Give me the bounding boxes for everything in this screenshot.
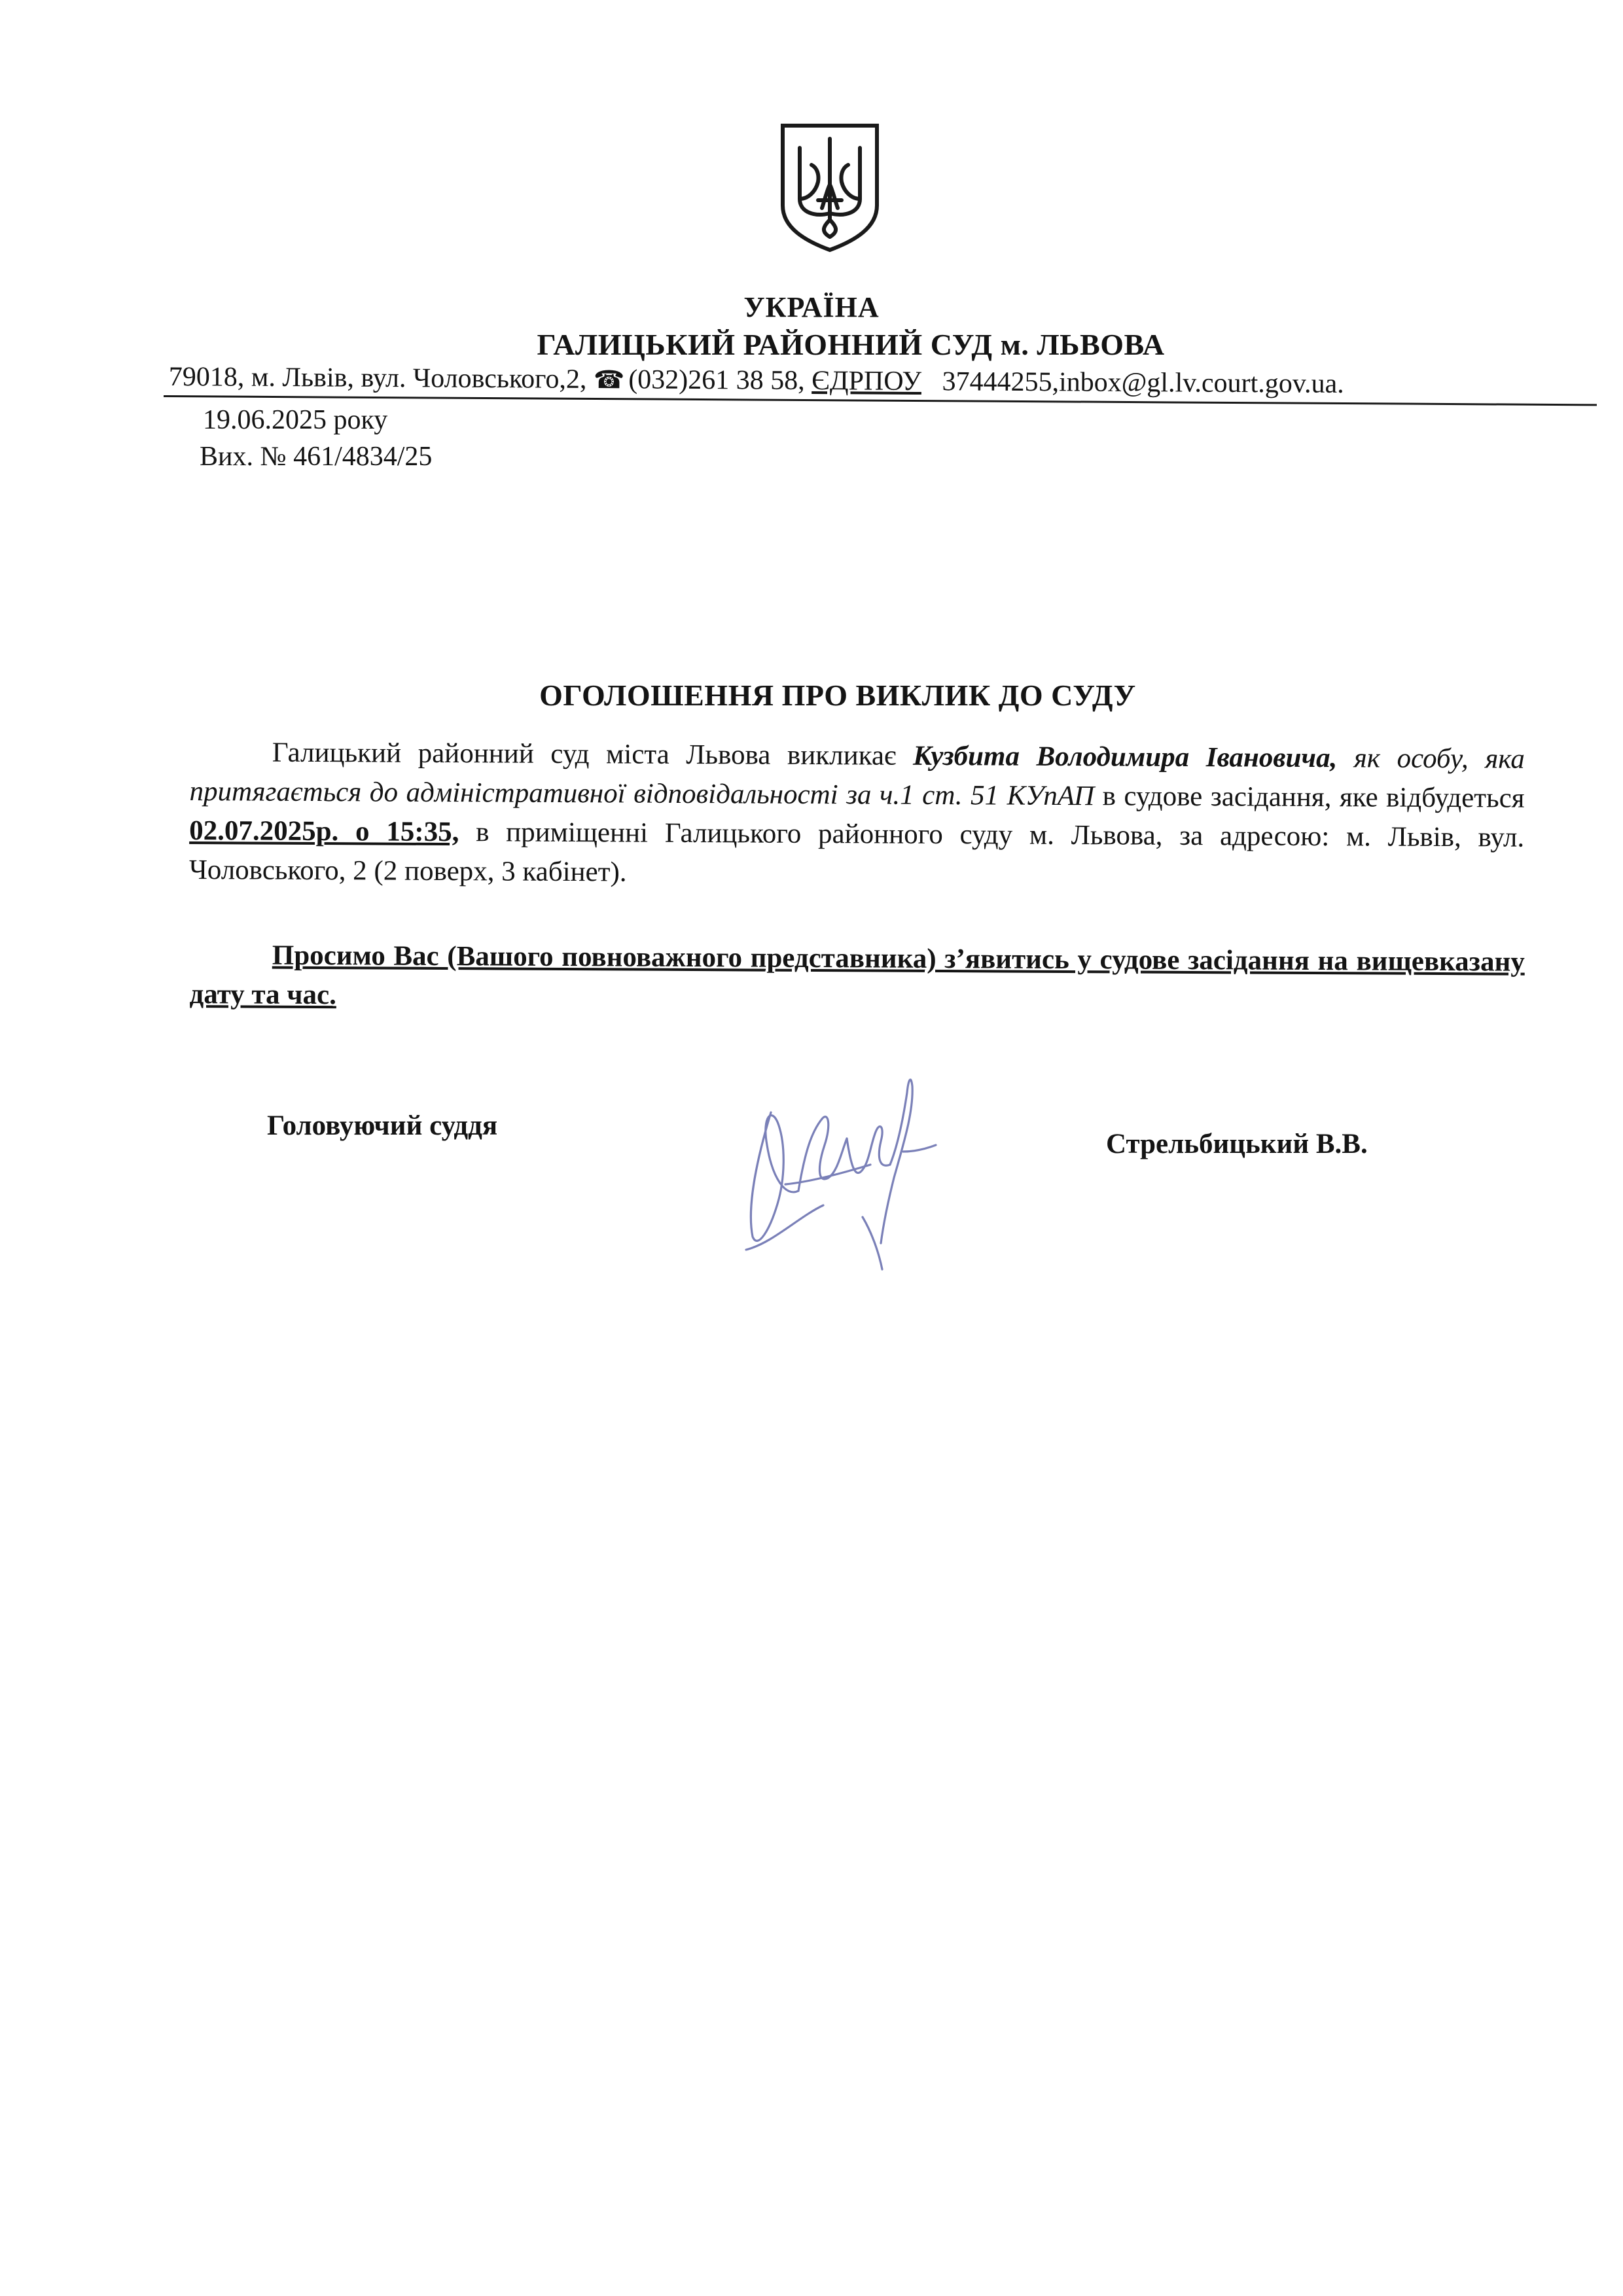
notice-heading: ОГОЛОШЕННЯ ПРО ВИКЛИК ДО СУДУ: [539, 679, 1136, 712]
judge-name: Стрельбицький В.В.: [1106, 1129, 1368, 1159]
edrpou-and-email: 37444255,inbox@gl.lv.court.gov.ua.: [942, 366, 1344, 399]
court-address: 79018, м. Львів, вул. Чоловського,2,: [168, 362, 587, 395]
tryzub-coat-of-arms-icon: [777, 122, 882, 253]
notice-body-hearing-intro: в судове засідання, яке відбудеться: [1094, 781, 1525, 814]
notice-body: [189, 733, 1525, 897]
notice-body-location: в приміщенні Галицького районного суду м. Львова, за адресою: м. Львів, вул. Чоловського, 2 (2 поверх, 3 кабінет).: [188, 817, 1525, 888]
hearing-datetime: 02.07.2025р. о 15:35,: [189, 815, 459, 848]
notice-body-intro: Галицький районний суд міста Львова викликає: [272, 737, 914, 771]
summoned-person-role: як особу, яка притягається до адміністративної відповідальності за ч.1 ст. 51 КУпАП: [189, 743, 1525, 812]
summoned-person-name: Кузбита Володимира Івановича,: [912, 740, 1338, 774]
court-phone: (032)261 38 58: [628, 364, 798, 396]
edrpou-label: ЄДРПОУ: [812, 366, 922, 397]
outgoing-number: Вих. № 461/4834/25: [200, 442, 433, 472]
court-contacts: 79018, м. Львів, вул. Чоловського,2, ☎ (032)261 38 58, ЄДРПОУ 37444255,inbox@gl.lv.court.gov.ua.: [168, 362, 1344, 399]
appearance-request: Просимо Вас (Вашого повноважного представника) з’явитись у судове засідання на вищевказану дату та час.: [189, 940, 1525, 1011]
court-name: ГАЛИЦЬКИЙ РАЙОННИЙ СУД м. ЛЬВОВА: [537, 328, 1165, 361]
phone-icon: ☎: [593, 366, 625, 395]
document-date: 19.06.2025 року: [203, 405, 388, 435]
judge-title: Головуючий суддя: [267, 1110, 498, 1141]
country-name: УКРАЇНА: [743, 291, 880, 323]
judge-signature: [707, 1053, 942, 1276]
